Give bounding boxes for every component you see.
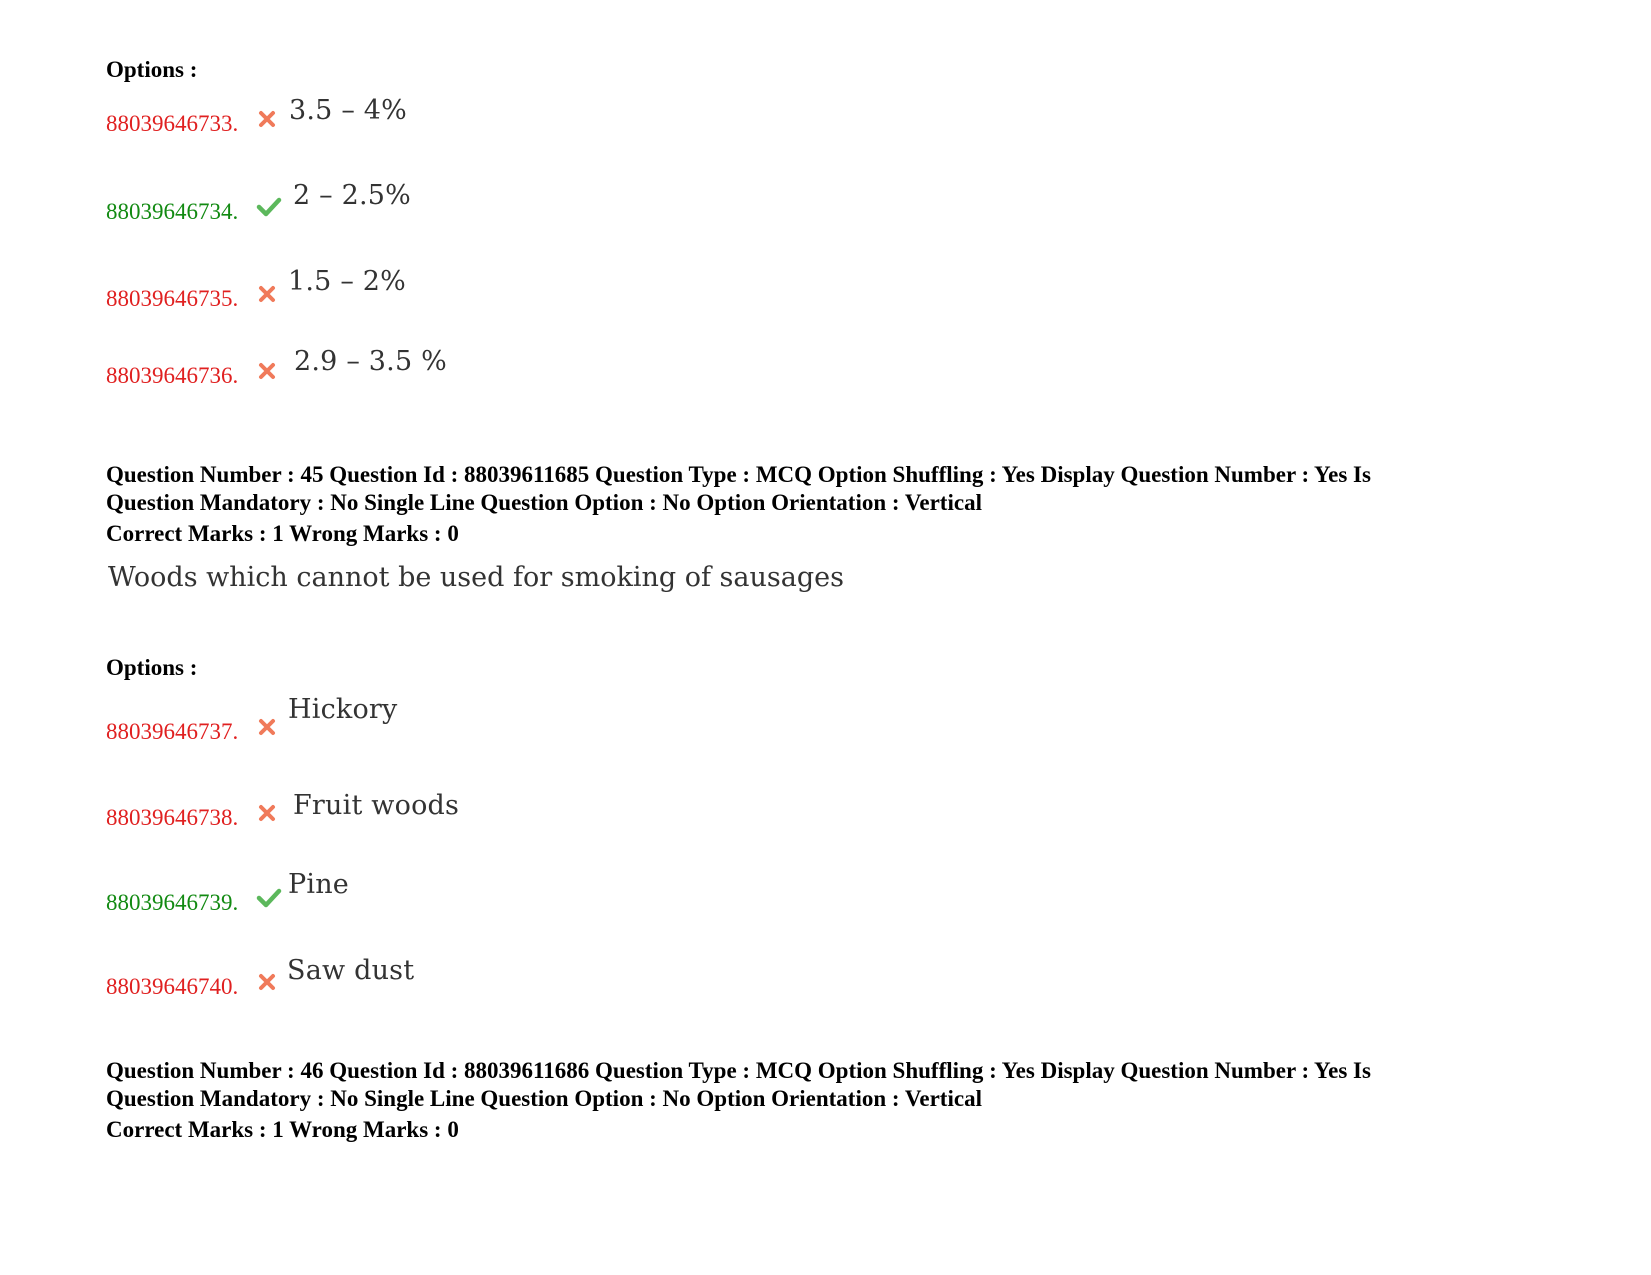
- option-id: 88039646736.: [106, 363, 239, 388]
- question-marks: Correct Marks : 1 Wrong Marks : 0: [106, 1117, 459, 1142]
- option-id: 88039646734.: [106, 199, 239, 224]
- cross-icon: [256, 108, 278, 130]
- option-id: 88039646733.: [106, 111, 239, 136]
- question-meta-line2: Question Mandatory : No Single Line Question Option : No Option Orientation : Vertical: [106, 490, 982, 515]
- option-text: Fruit woods: [293, 790, 460, 821]
- option-text: Hickory: [288, 694, 398, 725]
- options-label: Options :: [106, 655, 198, 680]
- question-text: Woods which cannot be used for smoking of sausages: [108, 562, 844, 593]
- options-label: Options :: [106, 57, 198, 82]
- cross-icon: [256, 283, 278, 305]
- question-meta: [106, 1057, 1546, 1113]
- option-text: 2 – 2.5%: [293, 180, 412, 211]
- check-icon: [256, 196, 282, 218]
- question-meta-line1: Question Number : 46 Question Id : 88039611686 Question Type : MCQ Option Shuffling : Yes Display Question Number : Yes Is: [106, 1058, 1371, 1083]
- option-text: Pine: [288, 869, 349, 900]
- check-icon: [256, 887, 282, 909]
- option-text: 1.5 – 2%: [288, 266, 407, 297]
- option-text: Saw dust: [287, 955, 415, 986]
- question-meta-line2: Question Mandatory : No Single Line Question Option : No Option Orientation : Vertical: [106, 1086, 982, 1111]
- option-text: 3.5 – 4%: [289, 95, 408, 126]
- option-id: 88039646737.: [106, 719, 239, 744]
- question-meta-line1: Question Number : 45 Question Id : 88039611685 Question Type : MCQ Option Shuffling : Yes Display Question Number : Yes Is: [106, 462, 1371, 487]
- option-id: 88039646740.: [106, 974, 239, 999]
- question-meta: [106, 461, 1546, 517]
- cross-icon: [256, 360, 278, 382]
- option-id: 88039646735.: [106, 286, 239, 311]
- option-text: 2.9 – 3.5 %: [294, 346, 447, 377]
- question-marks: Correct Marks : 1 Wrong Marks : 0: [106, 521, 459, 546]
- cross-icon: [256, 716, 278, 738]
- option-id: 88039646738.: [106, 805, 239, 830]
- option-id: 88039646739.: [106, 890, 239, 915]
- cross-icon: [256, 802, 278, 824]
- cross-icon: [256, 971, 278, 993]
